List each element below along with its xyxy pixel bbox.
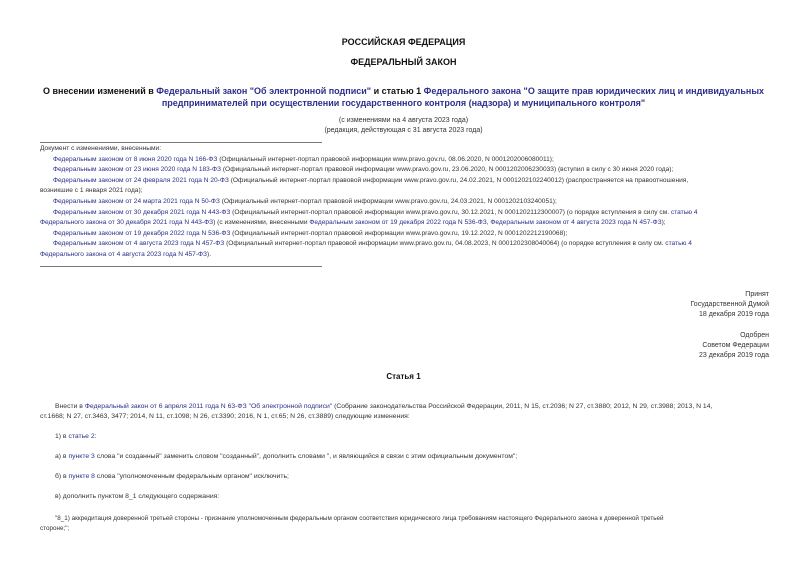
- law-title: О внесении изменений в Федеральный закон "Об электронной подписи" и статью 1 Федерального закона "О защите прав юридических лиц и индивидуальных предпринимателей при осуществлении государственного контроля (надзора) и муниципального контроля": [0, 85, 807, 109]
- amendment-item-cont: Федерального закона от 4 августа 2023 года N 457-ФЗ).: [40, 250, 212, 258]
- point-v: в) дополнить пунктом 8_1 следующего содержания:: [55, 493, 220, 500]
- amendment-item: Федеральным законом от 24 марта 2021 года N 50-ФЗ (Официальный интернет-портал правовой информации www.pravo.gov.ru, 24.03.2021, N 0001202103240051);: [53, 197, 557, 205]
- amendment-item: Федеральным законом от 30 декабря 2021 года N 443-ФЗ (Официальный интернет-портал правовой информации www.pravo.gov.ru, 30.12.2021, N 0001202112300007) (о порядке вступления в силу см. статью 4: [53, 208, 698, 216]
- title-link-protection-law[interactable]: Федерального закона "О защите прав юридических лиц и индивидуальных: [423, 86, 765, 96]
- electronic-signature-law-link[interactable]: Федеральный закон от 6 апреля 2011 года N 63-ФЗ "Об электронной подписи": [84, 403, 333, 410]
- amendments-list: [40, 144, 768, 261]
- article-4-link[interactable]: статью 4: [670, 208, 698, 216]
- country-heading: РОССИЙСКАЯ ФЕДЕРАЦИЯ: [341, 37, 466, 47]
- point-b: б) в пункте 8 слова "уполномоченным федеральным органом" исключить;: [55, 473, 289, 480]
- doc-type-heading: ФЕДЕРАЛЬНЫЙ ЗАКОН: [350, 57, 457, 67]
- quote-8-1: "8_1) аккредитация доверенной третьей стороны - признание уполномоченным федеральным органом соответствия юридического лица требованиям настоящего Федерального закона к доверенной третьей стороне;";: [40, 515, 664, 532]
- amendment-item-cont: Федерального закона от 30 декабря 2021 года N 443-ФЗ) (с изменениями, внесенными Федеральным законом от 19 декабря 2022 года N 536-ФЗ, Федеральным законом от 4 августа 2023 года N 457-ФЗ);: [40, 219, 666, 227]
- amendment-item: Федеральным законом от 24 февраля 2021 года N 20-ФЗ (Официальный интернет-портал правовой информации www.pravo.gov.ru, 24.02.2021, N 0001202102240012) (распространяется на правоотношения,: [53, 176, 689, 184]
- amendment-item: Федеральным законом от 4 августа 2023 года N 457-ФЗ (Официальный интернет-портал правовой информации www.pravo.gov.ru, 04.08.2023, N 0001202308040064) (о порядке вступления в силу см. статью 4: [53, 240, 692, 248]
- amendment-item: Федеральным законом от 19 декабря 2022 года N 536-ФЗ (Официальный интернет-портал правовой информации www.pravo.gov.ru, 19.12.2022, N 0001202212190068);: [53, 229, 568, 237]
- amendment-link[interactable]: Федеральным законом от 24 февраля 2021 года N 20-ФЗ: [53, 176, 229, 184]
- amendment-link[interactable]: Федерального закона от 4 августа 2023 года N 457-ФЗ: [40, 250, 208, 258]
- amendment-link[interactable]: Федеральным законом от 24 марта 2021 года N 50-ФЗ: [53, 197, 220, 205]
- adoption-duma: Принят Государственной Думой 18 декабря 2019 года: [690, 291, 769, 318]
- amendment-link[interactable]: Федеральным законом от 4 августа 2023 года N 457-ФЗ: [53, 240, 225, 248]
- edition-effective: (редакция, действующая с 31 августа 2023 года): [324, 127, 483, 134]
- amendment-link[interactable]: Федерального закона от 30 декабря 2021 года N 443-ФЗ: [40, 219, 214, 227]
- point-1: 1) в статье 2:: [55, 433, 97, 440]
- amendment-item: Федеральным законом от 23 июня 2020 года N 183-ФЗ (Официальный интернет-портал правовой информации www.pravo.gov.ru, 23.06.2020, N 0001202006230033) (вступил в силу с 30 июня 2020 года);: [53, 166, 674, 174]
- adoption-council: Одобрен Советом Федерации 23 декабря 2019 года: [698, 332, 769, 359]
- divider-top: [40, 142, 322, 143]
- amendment-link[interactable]: Федеральным законом от 23 июня 2020 года N 183-ФЗ: [53, 166, 222, 174]
- article-title: Статья 1: [386, 372, 421, 381]
- amendment-link[interactable]: Федеральным законом от 8 июня 2020 года N 166-ФЗ: [53, 155, 218, 163]
- divider-bottom: [40, 266, 322, 267]
- amendment-item-cont: возникшие с 1 января 2021 года);: [40, 187, 143, 195]
- amendment-link[interactable]: Федеральным законом от 19 декабря 2022 года N 536-ФЗ: [309, 219, 487, 227]
- point-a: а) в пункте 3 слова "и созданный" заменить словом "созданный", дополнить словами ", и являющийся в связи с этим официальным документом";: [55, 453, 518, 460]
- amendment-item: Федеральным законом от 8 июня 2020 года N 166-ФЗ (Официальный интернет-портал правовой информации www.pravo.gov.ru, 08.06.2020, N 0001202006080011);: [53, 155, 554, 163]
- amendments-heading: Документ с изменениями, внесенными:: [40, 145, 162, 152]
- clause-8-link[interactable]: пункте 8: [68, 473, 95, 480]
- article-intro: Внести в Федеральный закон от 6 апреля 2011 года N 63-ФЗ "Об электронной подписи" (Собрание законодательства Российской Федерации, 2011, N 15, ст.2036; N 27, ст.3880; 2012, N 29, ст.3988; 2013, N 14, ст.1668; N 27, ст.3463, 3477; 2014, N 11, ст.1098; N 26, ст.3390; 2016, N 1, ст.65; N 26, ст.3889) следующие изменения:: [40, 403, 713, 420]
- title-link-electronic-signature-law[interactable]: Федеральный закон "Об электронной подписи": [156, 86, 372, 96]
- title-link-protection-law-cont[interactable]: предпринимателей при осуществлении государственного контроля (надзора) и муниципального контроля": [161, 98, 646, 108]
- amendment-link[interactable]: Федеральным законом от 4 августа 2023 года N 457-ФЗ: [490, 219, 662, 227]
- clause-3-link[interactable]: пункте 3: [68, 453, 95, 460]
- amendment-link[interactable]: Федеральным законом от 19 декабря 2022 года N 536-ФЗ: [53, 229, 231, 237]
- changes-as-of: (с изменениями на 4 августа 2023 года): [338, 117, 469, 124]
- amendment-link[interactable]: Федеральным законом от 30 декабря 2021 года N 443-ФЗ: [53, 208, 231, 216]
- article-4-link[interactable]: статью 4: [665, 240, 692, 248]
- article-2-link[interactable]: статье 2: [68, 433, 95, 440]
